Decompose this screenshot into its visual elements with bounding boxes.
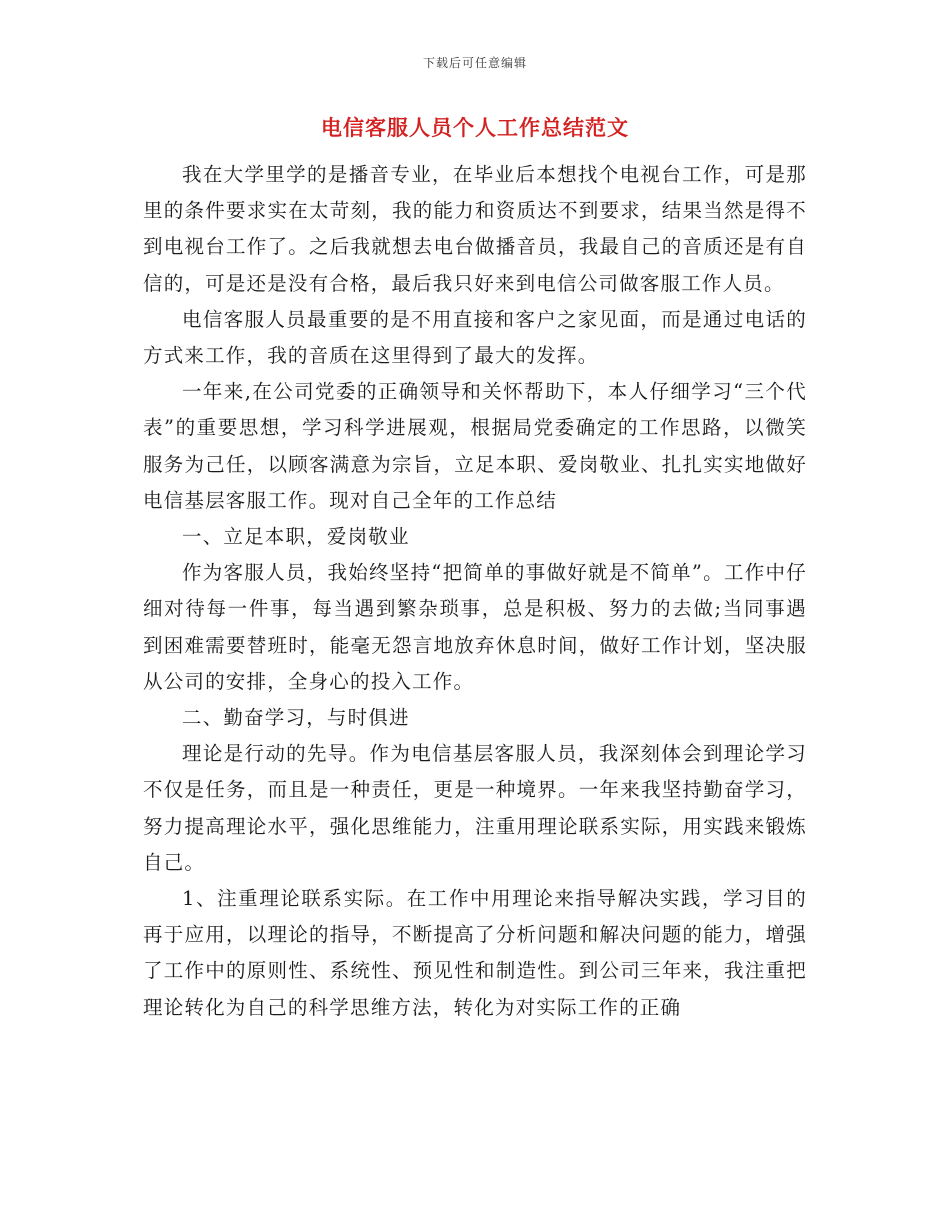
paragraph: 我在大学里学的是播音专业，在毕业后本想找个电视台工作，可是那里的条件要求实在太苛刻，我的能力和资质达不到要求，结果当然是得不到电视台工作了。之后我就想去电台做播音员，我最自己的音质还是有自信的，可是还是没有合格，最后我只好来到电信公司做客服工作人员。 [143,163,807,295]
paragraph: 作为客服人员，我始终坚持“把简单的事做好就是不简单”。工作中仔细对待每一件事，每当遇到繁杂琐事，总是积极、努力的去做;当同事遇到困难需要替班时，能毫无怨言地放弃休息时间，做好工作计划，坚决服从公司的安排，全身心的投入工作。 [143,561,807,693]
paragraph: 电信客服人员最重要的是不用直接和客户之家见面，而是通过电话的方式来工作，我的音质在这里得到了最大的发挥。 [143,307,807,368]
paragraph: 理论是行动的先导。作为电信基层客服人员，我深刻体会到理论学习不仅是任务，而且是一种责任，更是一种境界。一年来我坚持勤奋学习，努力提高理论水平，强化思维能力，注重用理论联系实际，用实践来锻炼自己。 [143,742,807,874]
paragraph: 1、注重理论联系实际。在工作中用理论来指导解决实践，学习目的再于应用，以理论的指导，不断提高了分析问题和解决问题的能力，增强了工作中的原则性、系统性、预见性和制造性。到公司三年来，我注重把理论转化为自己的科学思维方法，转化为对实际工作的正确 [143,887,807,1019]
document-body [143,157,807,1026]
section-heading: 二、勤奋学习，与时俱进 [182,706,410,730]
document-title: 电信客服人员个人工作总结范文 [321,115,629,140]
header-note: 下载后可任意编辑 [422,56,527,70]
section-heading: 一、立足本职，爱岗敬业 [182,525,410,549]
paragraph: 一年来,在公司党委的正确领导和关怀帮助下，本人仔细学习“三个代表”的重要思想，学习科学进展观，根据局党委确定的工作思路，以微笑服务为己任，以顾客满意为宗旨，立足本职、爱岗敬业、扎扎实实地做好电信基层客服工作。现对自己全年的工作总结 [143,380,807,512]
